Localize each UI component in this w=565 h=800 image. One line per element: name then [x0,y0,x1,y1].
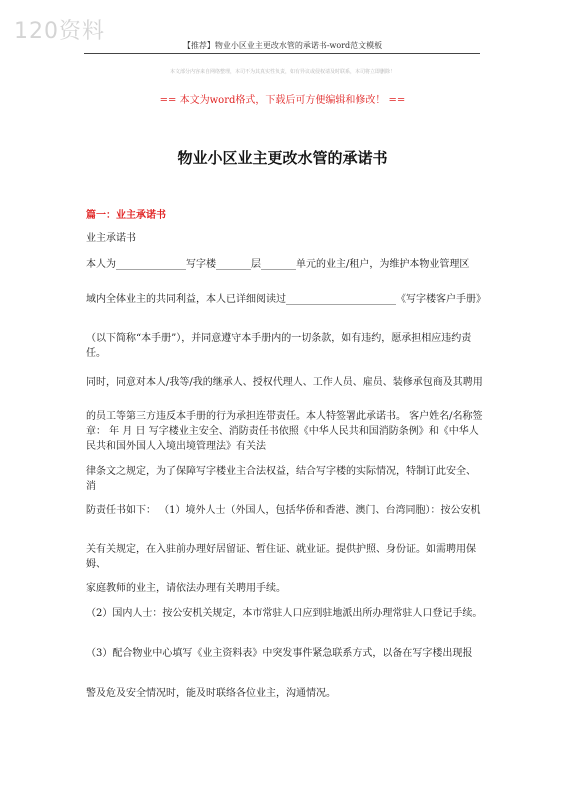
paragraph: 防责任书如下： （1）境外人士（外国人，包括华侨和香港、澳门、台湾同胞）：按公安机 [86,505,481,516]
paragraph: （以下简称“本手册”），并同意遵守本手册内的一切条款，如有违约，愿承担相应违约责任。 [86,333,472,359]
paragraph: （2）国内人士：按公安机关规定，本市常驻人口应到驻地派出所办理常驻人口登记手续。 [86,608,483,619]
paragraph: 家庭教师的业主，请依法办理有关聘用手续。 [86,583,286,594]
paragraph: 域内全体业主的共同利益，本人已详细阅读过______________________《写字楼客户手册》 [86,294,486,305]
paragraph: 的员工等第三方违反本手册的行为承担连带责任。本人特签署此承诺书。 客户姓名/名称签章： 年 月 日 写字楼业主安全、消防责任书依照《中华人民共和国消防条例》和《中华人民共和国外国人入境出境管理法》有关法 [86,411,483,452]
section-heading: 篇一：业主承诺书 [86,210,166,221]
paragraph: 业主承诺书 [86,233,136,244]
paragraph: 本人为______________写字楼_______层_______单元的业主/租户，为维护本物业管理区 [86,259,470,270]
page-header: 【推荐】物业小区业主更改水管的承诺书-word范文模板 [182,41,383,50]
paragraph: （3）配合物业中心填写《业主资料表》中突发事件紧急联系方式，以备在写字楼出现报 [86,648,473,659]
document-title: 物业小区业主更改水管的承诺书 [177,149,388,167]
header-divider [84,53,480,54]
format-notice: == 本文为word格式，下载后可方便编辑和修改！ == [159,95,406,106]
paragraph: 律条文之规定，为了保障写字楼业主合法权益，结合写字楼的实际情况，特制订此安全、消 [86,466,476,492]
paragraph: 关有关规定，在入驻前办理好居留证、暂住证、就业证。提供护照、身份证。如需聘用保姆、 [86,544,476,570]
paragraph: 同时，同意对本人/我等/我的继承人、授权代理人、工作人员、雇员、装修承包商及其聘用 [86,377,483,388]
paragraph: 警及危及安全情况时，能及时联络各位业主，沟通情况。 [86,688,336,699]
watermark-logo: 120资料 [14,19,105,44]
disclaimer-text: 本文部分内容来自网络整理，本司不为其真实性负责，如有异议或侵权请及时联系，本司将立即删除！ [169,69,395,75]
